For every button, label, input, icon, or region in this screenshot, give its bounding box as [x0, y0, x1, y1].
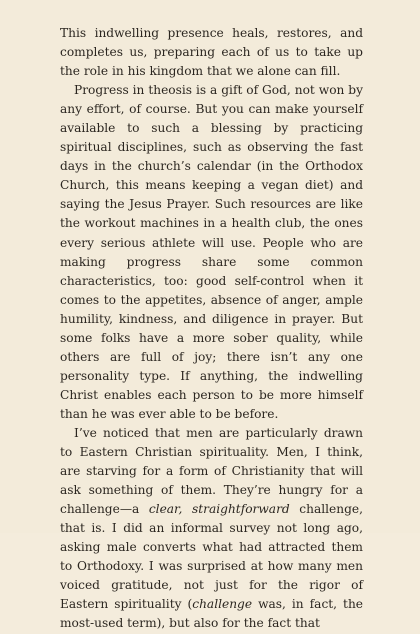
paragraph-3-text-b: challenge, that is. I did an informal survey not long ago, asking male converts what had attracted them to Orthodoxy. I was surprised at how many men voiced gratitude, not just for the rigor of Eastern spirituality ( [60, 502, 363, 612]
paragraph-2-text: Progress in theosis is a gift of God, not won by any effort, of course. But you can make yourself available to such a blessing by practicing spiritual disciplines, such as observing the fast days in the church’s calendar (in the Orthodox Church, this means keeping a vegan diet) and saying the Jesus Prayer. Such resources are like the workout machines in a health club, the ones every serious athlete will use. People who are making progress share some common characteristics, too: good self-control when it comes to the appetites, absence of anger, ample humility, kindness, and diligence in prayer. But some folks have a more sober quality, while others are full of joy; there isn’t any one personality type. If anything, the indwelling Christ enables each person to be more himself than he was ever able to be before. [60, 83, 363, 421]
paragraph-3-text-c: was, in fact, the most-used term), but also for the fact that [60, 597, 364, 631]
paragraph-3 [60, 424, 363, 634]
paragraph-2 [60, 81, 363, 424]
body-text [60, 24, 363, 634]
paragraph-1 [60, 24, 363, 81]
paragraph-1-text: This indwelling presence heals, restores, and completes us, preparing each of us to take up the role in his kingdom that we alone can fill. [60, 26, 363, 79]
paragraph-3-italic-b: challenge [192, 597, 253, 612]
paragraph-3-text-a: I’ve noticed that men are particularly drawn to Eastern Christian spirituality. Men, I think, are starving for a form of Christianity that will ask something of them. They’re hungry for a challenge—a [60, 425, 363, 517]
paragraph-3-italic-a: clear, straightforward [148, 502, 290, 517]
